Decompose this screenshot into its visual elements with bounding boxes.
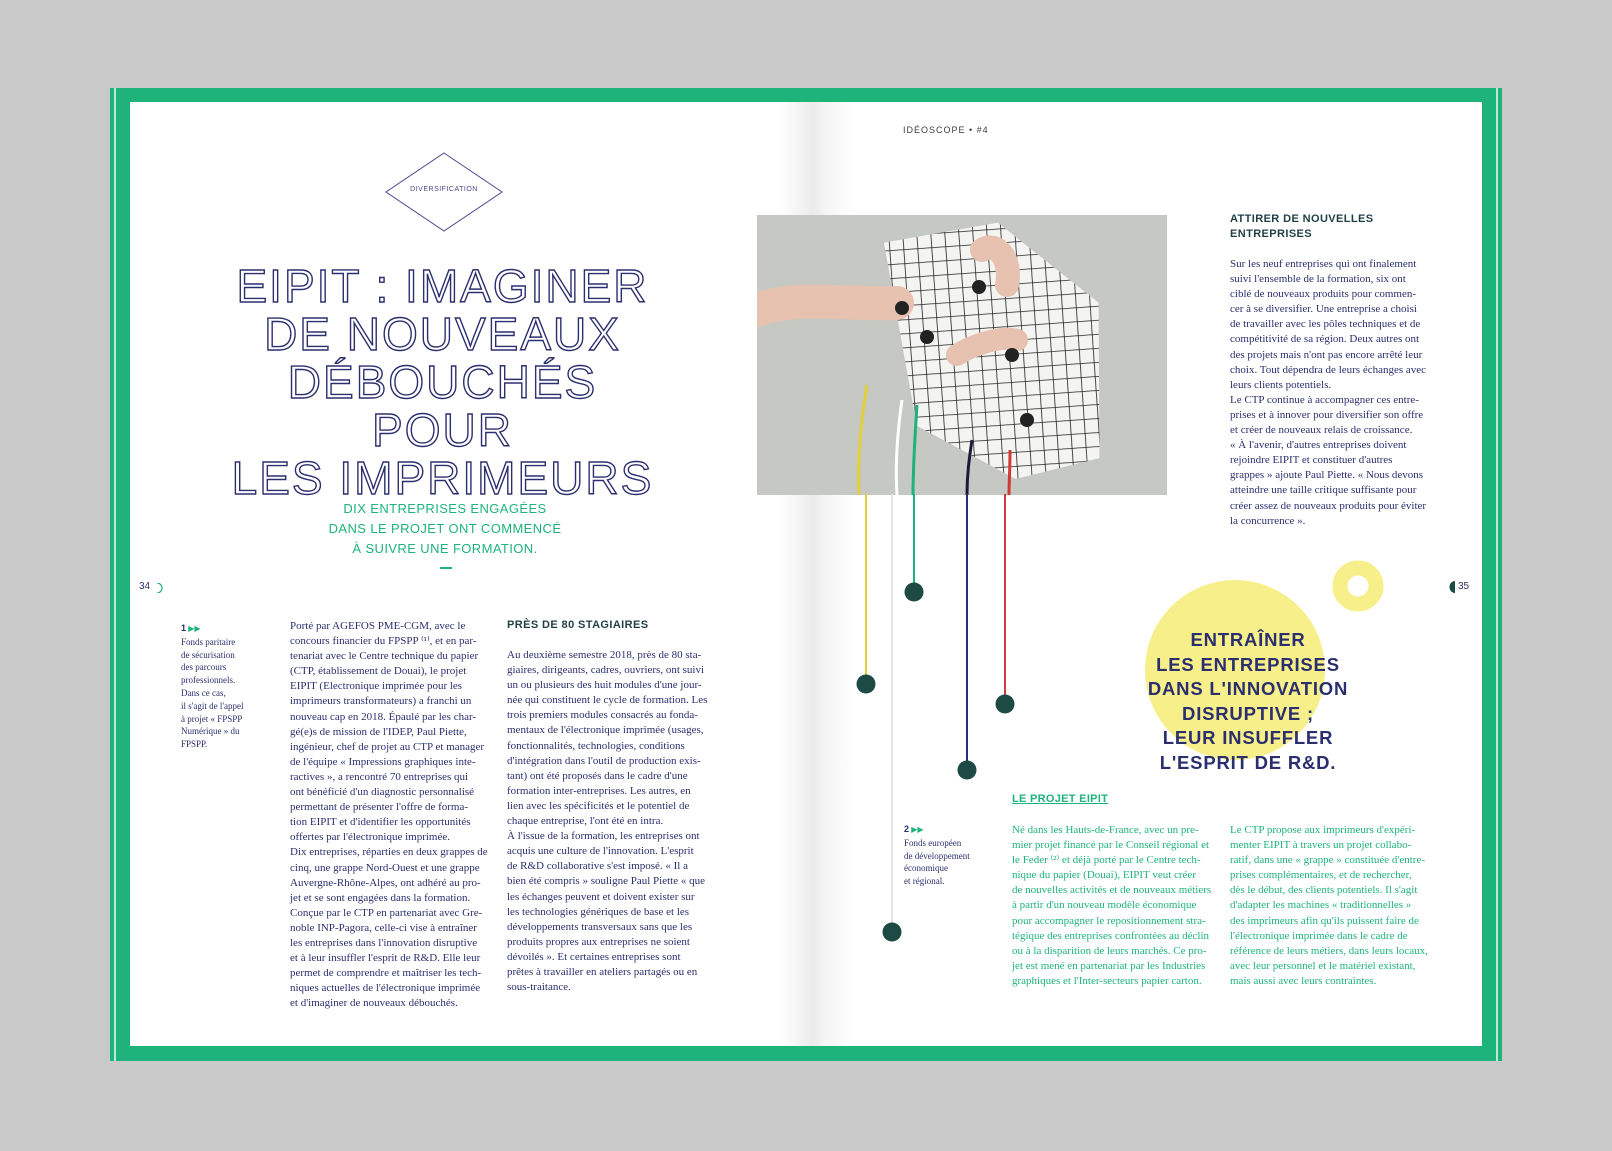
footnote-line: et régional. (904, 876, 945, 887)
body-line: cinq, une grappe Nord-Ouest et une grappe (290, 861, 480, 874)
body-line: ciblé de nouveaux produits pour commen- (1230, 288, 1417, 301)
body-line: Au deuxième semestre 2018, près de 80 sta- (507, 649, 702, 661)
yellow-ring-icon (1330, 558, 1386, 614)
footnote-line: professionnels. (181, 675, 236, 686)
body-line: prêtes à travailler en ateliers partagés ou en (507, 965, 698, 978)
body-line: dès le début, des clients potentiels. Il s'agit (1230, 884, 1418, 897)
body-line: chaque entreprise, l'ont été en intra. (507, 815, 664, 828)
section-heading-projet: LE PROJET EIPIT (1012, 793, 1109, 805)
footnote-number: 2 (904, 824, 910, 834)
subtitle-line: À SUIVRE UNE FORMATION. (352, 541, 538, 556)
attirer-column (1230, 257, 1432, 529)
body-line: Porté par AGEFOS PME-CGM, avec le (290, 620, 466, 632)
body-line: née qui constituent le cycle de formation. Les (507, 694, 708, 707)
footnote-line: Numérique » du (181, 726, 240, 737)
body-line: les entreprises dans l'innovation disruptive (290, 936, 478, 949)
footnote-arrow-icon: ▶▶ (911, 825, 924, 834)
article-subtitle (290, 499, 600, 559)
footnote-1 (181, 622, 261, 751)
body-line: prises et à innover pour diversifier son offre (1230, 408, 1424, 421)
body-column-1 (290, 619, 490, 1011)
body-line: produits propres aux entreprises ne soient (507, 935, 690, 948)
subtitle-divider (440, 567, 452, 569)
body-line: fonctionnalités, technologies, conditions (507, 739, 685, 752)
body-line: offertes par l'électronique imprimée. (290, 831, 450, 844)
quote-line: DANS L'INNOVATION (1147, 678, 1349, 699)
body-line: Sur les neuf entreprises qui ont finalement (1230, 258, 1417, 270)
body-line: bien été compris » souligne Paul Piette « que (507, 875, 705, 888)
body-line: tant) ont été proposés dans le cadre d'une (507, 769, 688, 782)
body-line: sous-traitance. (507, 981, 571, 994)
body-line: compétitivité de sa région. Deux autres ont (1230, 333, 1420, 346)
body-line: dévoilés ». Et certaines entreprises sont (507, 950, 681, 963)
body-line: niques actuelles de l'électronique imprimée (290, 982, 481, 995)
body-line: et à leur insuffler l'esprit de R&D. Elle leur (290, 952, 481, 965)
footnote-line: économique (904, 863, 948, 874)
footnote-line: Fonds paritaire (181, 636, 236, 647)
body-line: de travailler avec les pôles techniques et de (1230, 318, 1421, 331)
body-line: mier projet financé par le Conseil régional et (1012, 839, 1210, 852)
body-line: développements transversaux sans que les (507, 920, 693, 933)
folio-halfcircle-icon (1448, 581, 1456, 593)
body-line: giaires, dirigeants, cadres, ouvriers, ont suivi (507, 664, 705, 677)
body-line: permet de comprendre et maîtriser les tech- (290, 967, 482, 980)
body-line: suivi l'ensemble de la formation, six ont (1230, 273, 1406, 286)
body-line: Le CTP propose aux imprimeurs d'expéri- (1230, 824, 1416, 836)
footnote-line: de sécurisation (181, 649, 235, 660)
body-line: tégique des entreprises confrontées au déclin (1012, 929, 1210, 942)
body-line: les technologies génériques de base et les (507, 905, 690, 918)
body-line: concours financier du FPSPP ⁽¹⁾, et en par- (290, 635, 477, 648)
body-line: noble INP-Pagora, celle-ci vise à entraîner (290, 921, 477, 934)
projet-column-2 (1230, 823, 1432, 989)
body-line: cer à se diversifier. Une entreprise a choisi (1230, 303, 1417, 316)
body-line: acquis une culture de l'innovation. L'esprit (507, 845, 694, 858)
body-line: créer assez de nouveaux produits pour éviter (1230, 499, 1427, 512)
body-line: prises complémentaires, et de rechercher, (1230, 869, 1412, 882)
body-line: gé(e)s de mission de l'IDEP, Paul Piette, (290, 725, 467, 738)
body-line: tenariat avec le Centre technique du papier (290, 650, 479, 663)
footnote-line: des parcours (181, 662, 227, 673)
body-line: nouveau cap en 2018. Épaulé par les char- (290, 710, 477, 723)
footnote-number: 1 (181, 623, 187, 633)
body-line: des projets mais n'ont pas encore arrêté leur (1230, 348, 1423, 361)
body-line: Le CTP continue à accompagner ces entre- (1230, 393, 1419, 406)
rubric-label: DIVERSIFICATION (410, 186, 478, 193)
body-line: Auvergne-Rhône-Alpes, ont adhéré au pro- (290, 876, 481, 889)
quote-line: L'ESPRIT DE R&D. (1159, 751, 1337, 773)
footnote-arrow-icon: ▶▶ (188, 624, 201, 633)
body-line: Né dans les Hauts-de-France, avec un pre- (1012, 824, 1199, 836)
body-line: ratif, dans une « grappe » constituée d'entre- (1230, 854, 1426, 867)
body-line: l'électronique imprimée dans le cadre de (1230, 929, 1408, 942)
body-line: à partir d'un nouveau modèle économique (1012, 899, 1197, 912)
body-line: EIPIT (Electronique imprimée pour les (290, 680, 463, 693)
title-line: DÉBOUCHÉS POUR (287, 356, 598, 456)
body-line: référence de leurs métiers, dans leurs locaux, (1230, 944, 1428, 957)
footnote-line: il s'agit de l'appel (181, 700, 244, 711)
body-line: choix. Tout dépendra de leurs échanges avec (1230, 363, 1427, 376)
body-line: lien avec les spécificités et le potentiel de (507, 799, 690, 812)
body-line: permettant de présenter l'offre de forma- (290, 801, 468, 814)
body-line: mentaux de l'électronique imprimée (usages, (507, 724, 704, 737)
body-line: d'intégration dans l'outil de production exis- (507, 754, 701, 767)
title-line: LES IMPRIMEURS (231, 452, 654, 504)
grid-sheet-photo-illustration (757, 215, 1167, 495)
body-line: grappes » ajoute Paul Piette. « Nous devons (1230, 469, 1424, 482)
body-line: atteindre une taille critique suffisante pour (1230, 484, 1417, 497)
body-line: jet est mené en partenariat par les Industries (1012, 959, 1206, 972)
footnote-line: à projet « FPSPP (181, 713, 243, 724)
body-line: jet et se sont engagées dans la formation. (290, 891, 471, 904)
body-line: de l'équipe « Impressions graphiques inte- (290, 755, 476, 768)
body-line: ingénieur, chef de projet au CTP et manager (290, 740, 485, 753)
body-line: de nouvelles activités et de nouveaux métiers (1012, 884, 1212, 897)
body-line: rejoindre EIPIT et constituer d'autres (1230, 454, 1393, 467)
heading-line: ENTREPRISES (1230, 228, 1313, 240)
body-line: Dix entreprises, réparties en deux grappes de (290, 846, 488, 859)
body-line: les échanges peuvent et doivent exister sur (507, 890, 695, 903)
section-heading-attirer (1230, 212, 1373, 242)
heading-line: ATTIRER DE NOUVELLES (1230, 213, 1374, 225)
body-line: « À l'avenir, d'autres entreprises doivent (1230, 439, 1407, 452)
article-title (215, 262, 670, 502)
body-line: d'adapter les machines « traditionnelles » (1230, 899, 1412, 912)
quote-line: ENTRAÎNER (1190, 629, 1306, 650)
body-column-2 (507, 648, 709, 995)
body-line: Conçue par le CTP en partenariat avec Gre- (290, 906, 483, 919)
quote-line: DISRUPTIVE ; (1182, 702, 1314, 724)
projet-column-1 (1012, 823, 1214, 989)
subtitle-line: DIX ENTREPRISES ENGAGÉES (343, 501, 547, 516)
body-line: des imprimeurs afin qu'ils puissent faire de (1230, 914, 1419, 927)
body-line: leurs clients potentiels. (1230, 378, 1332, 391)
body-line: (CTP, établissement de Douai), le projet (290, 665, 467, 678)
body-line: trois premiers modules consacrés au fonda- (507, 709, 698, 722)
footnote-line: Dans ce cas, (181, 687, 226, 698)
footnote-line: FPSPP. (181, 739, 208, 750)
body-line: le Feder ⁽²⁾ et déjà porté par le Centre tech- (1012, 854, 1201, 867)
body-line: et d'imaginer de nouveaux débouchés. (290, 997, 458, 1010)
body-line: pour accompagner le repositionnement stra- (1012, 914, 1206, 927)
body-line: un ou plusieurs des huit modules d'une jour- (507, 679, 702, 692)
body-line: avec leur personnel et le matériel existant, (1230, 959, 1416, 972)
footnote-line: Fonds européen (904, 837, 962, 848)
body-line: tion EIPIT et d'identifier les opportunités (290, 816, 471, 829)
body-line: mais aussi avec leurs contraintes. (1230, 974, 1377, 987)
body-line: ractives », a rencontré 70 entreprises qui (290, 770, 469, 783)
body-line: À l'issue de la formation, les entreprises ont (507, 830, 700, 843)
body-line: nique du papier (Douai), EIPIT veut créer (1012, 869, 1196, 882)
title-line: DE NOUVEAUX (264, 308, 621, 360)
article-photo (757, 215, 1167, 495)
cover-edge (1496, 88, 1498, 1061)
page-number-right: 35 (1458, 581, 1470, 592)
footnote-line: de développement (904, 850, 970, 861)
quote-line: LEUR INSUFFLER (1162, 727, 1334, 748)
section-heading-stagiaires: PRÈS DE 80 STAGIAIRES (507, 619, 649, 631)
body-line: graphiques et l'Inter-secteurs papier carton. (1012, 974, 1202, 987)
body-line: ou à la disparition de leurs marchés. Ce pro- (1012, 944, 1207, 957)
body-line: la concurrence ». (1230, 514, 1306, 527)
page-number-left: 34 (139, 581, 151, 592)
body-line: imprimeurs transformateurs) a franchi un (290, 695, 472, 708)
magazine-header: IDÉOSCOPE • #4 (903, 125, 989, 135)
body-line: formation inter-entreprises. Les autres, en (507, 784, 691, 797)
footnote-2 (904, 823, 994, 888)
body-line: et créer de nouveaux relais de croissance. (1230, 424, 1413, 437)
body-line: ont bénéficié d'un diagnostic personnalisé (290, 786, 475, 799)
body-line: de R&D collaborative s'est imposé. « Il a (507, 860, 688, 873)
subtitle-line: DANS LE PROJET ONT COMMENCÉ (328, 521, 562, 536)
title-line: EIPIT : IMAGINER (236, 260, 649, 312)
cover-edge (114, 88, 116, 1061)
folio-halfcircle-icon (156, 583, 164, 593)
pull-quote (1118, 628, 1378, 775)
body-line: menter EIPIT à travers un projet collabo- (1230, 839, 1412, 852)
quote-line: LES ENTREPRISES (1156, 653, 1340, 675)
